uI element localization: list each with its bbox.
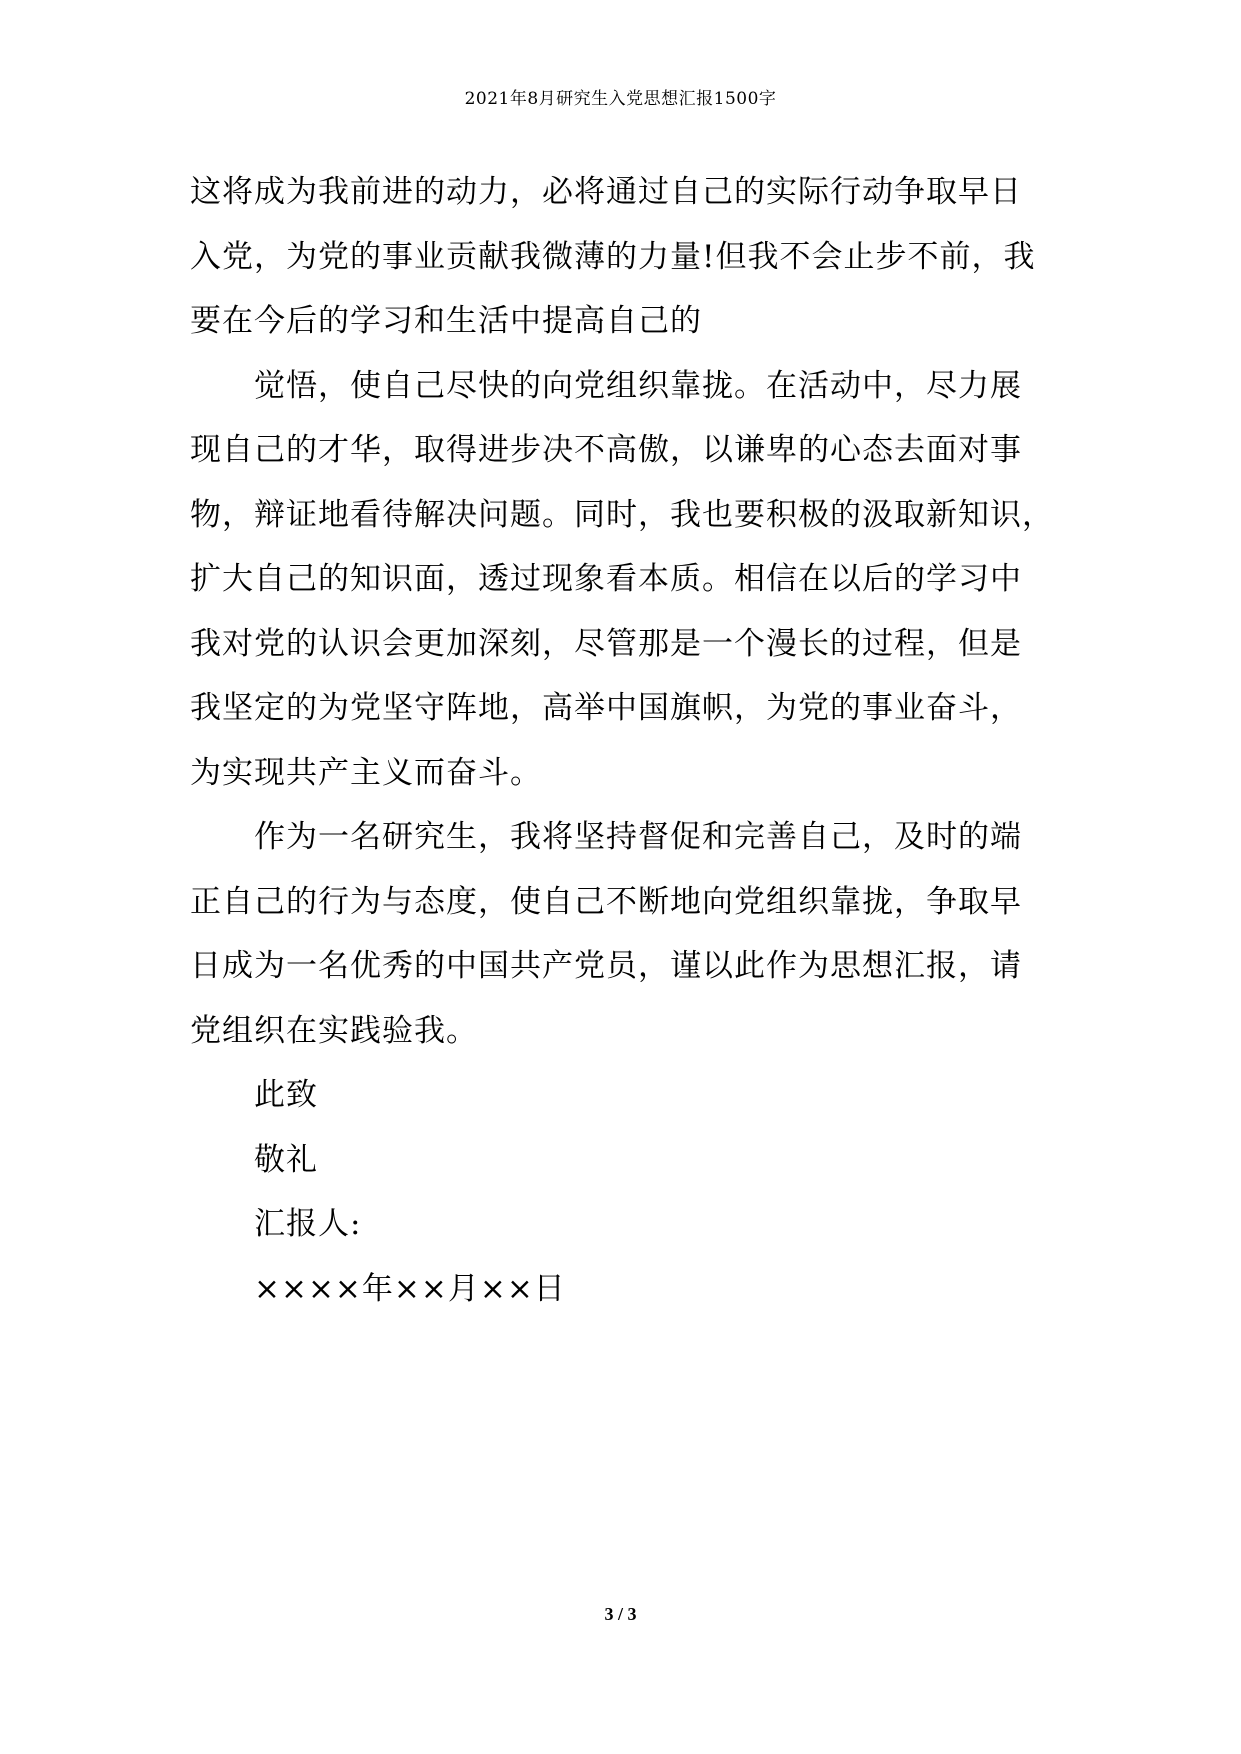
report-date: ××××年××月××日 bbox=[254, 1270, 566, 1307]
paragraph-2: 觉悟，使自己尽快的向党组织靠拢。在活动中，尽力展 现自己的才华，取得进步决不高傲，以谦卑的心态去面对事 物，辩证地看待解决问题。同时，我也要积极的汲取新知识， 扩大自己的知识面，透过现象看本质。相信在以后的学习中 我对党的认识会更加深刻，尽管那是一个漫长的过程，但是 我坚定的为党坚守阵地，高举中国旗帜，为党的事业奋斗， 为实现共产主义而奋斗。 bbox=[190, 367, 1054, 791]
document-body bbox=[190, 160, 1065, 1321]
page-header: 2021年8月研究生入党思想汇报1500字 bbox=[464, 89, 777, 109]
reporter-label: 汇报人: bbox=[254, 1206, 362, 1242]
closing-respect: 敬礼 bbox=[254, 1141, 318, 1178]
closing-salutation: 此致 bbox=[254, 1077, 318, 1113]
page-number: 3 / 3 bbox=[604, 1604, 637, 1624]
paragraph-1: 这将成为我前进的动力，必将通过自己的实际行动争取早日 入党，为党的事业贡献我微薄的力量!但我不会止步不前，我 要在今后的学习和生活中提高自己的 bbox=[190, 174, 1036, 339]
paragraph-3: 作为一名研究生，我将坚持督促和完善自己，及时的端 正自己的行为与态度，使自己不断地向党组织靠拢，争取早 日成为一名优秀的中国共产党员，谨以此作为思想汇报，请 党组织在实践验我。 bbox=[190, 819, 1022, 1049]
